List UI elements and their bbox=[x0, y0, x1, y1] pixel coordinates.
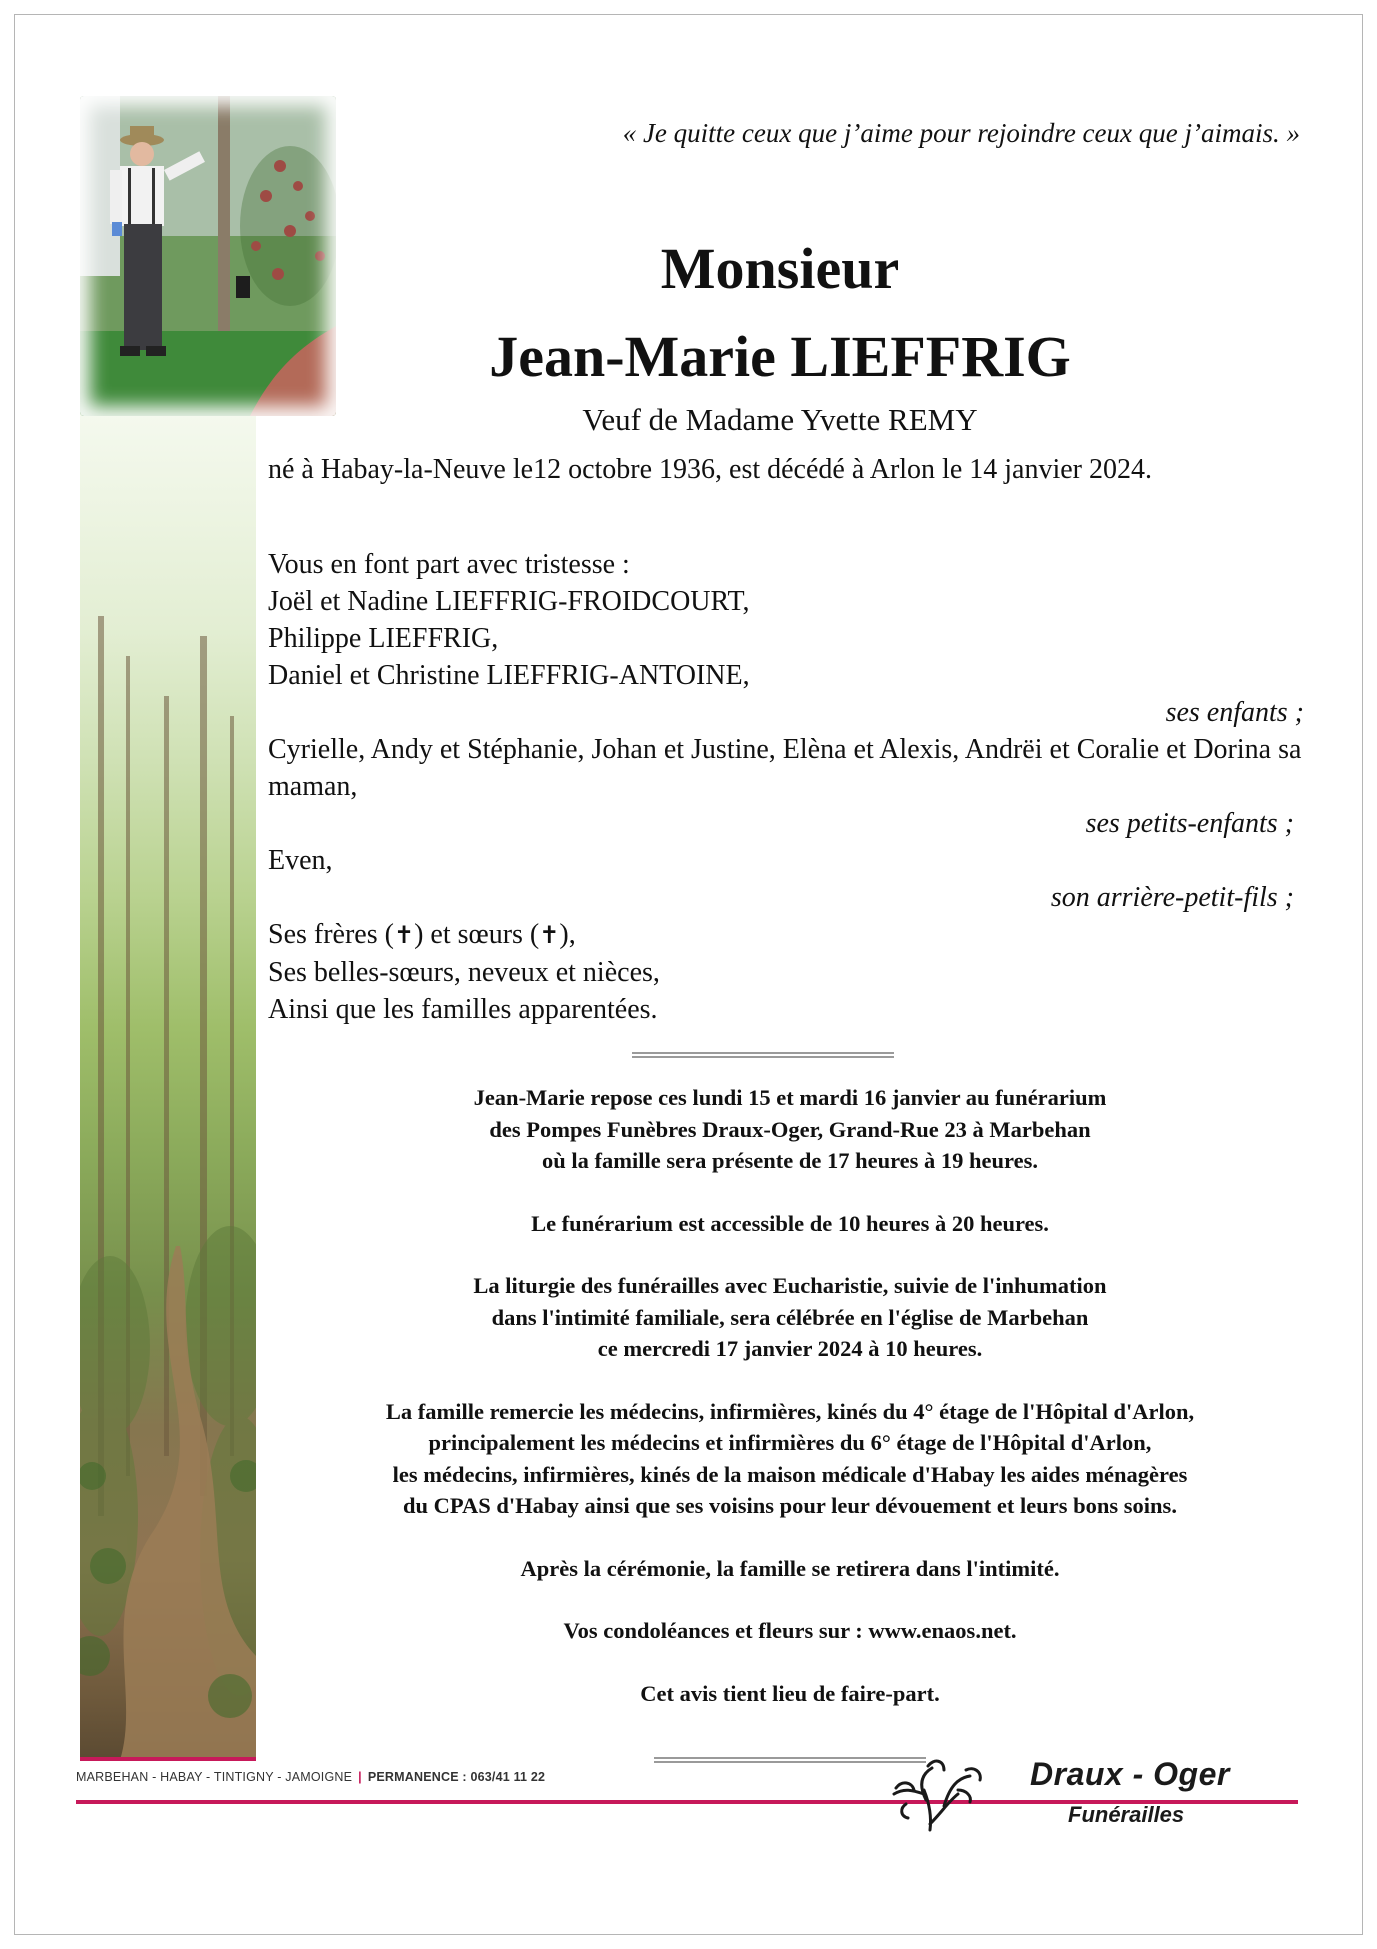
brand-subtitle: Funérailles bbox=[1068, 1802, 1185, 1827]
relatives-line: Ainsi que les familles apparentées. bbox=[268, 994, 658, 1024]
divider-top bbox=[632, 1052, 894, 1058]
accent-bar bbox=[80, 1757, 256, 1761]
portrait-photo bbox=[80, 96, 336, 416]
rest-line: des Pompes Funèbres Draux-Oger, Grand-Rue 23 à Marbehan bbox=[489, 1116, 1091, 1142]
siblings-line bbox=[268, 916, 1308, 954]
family-intro: Vous en font part avec tristesse : bbox=[268, 549, 630, 580]
family-child: Daniel et Christine LIEFFRIG-ANTOINE, bbox=[268, 660, 750, 691]
liturgy-paragraph bbox=[270, 1270, 1310, 1365]
family-child: Joël et Nadine LIEFFRIG-FROIDCOURT, bbox=[268, 586, 750, 617]
family-child: Philippe LIEFFRIG, bbox=[268, 623, 499, 654]
great-grandchild: Even, bbox=[268, 845, 333, 876]
siblings-text: ), bbox=[559, 919, 576, 950]
liturgy-line: La liturgie des funérailles avec Eucharistie, suivie de l'inhumation bbox=[473, 1273, 1107, 1298]
widow-line: Veuf de Madame Yvette REMY bbox=[582, 402, 978, 437]
siblings-text: Ses frères ( bbox=[268, 919, 394, 950]
thanks-paragraph bbox=[270, 1396, 1310, 1522]
family-announcement bbox=[268, 546, 1308, 1024]
ceremony-info bbox=[270, 1082, 1310, 1740]
grandchildren-role: ses petits-enfants ; bbox=[1085, 808, 1294, 839]
cross-icon: ✝ bbox=[539, 921, 560, 949]
liturgy-line: ce mercredi 17 janvier 2024 à 10 heures. bbox=[597, 1336, 983, 1361]
footer-locations: MARBEHAN - HABAY - TINTIGNY - JAMOIGNE bbox=[76, 1770, 353, 1784]
thanks-line: La famille remercie les médecins, infirmières, kinés du 4° étage de l'Hôpital d'Arlon, bbox=[385, 1398, 1195, 1424]
footer-permanence: PERMANENCE : 063/41 11 22 bbox=[367, 1770, 546, 1784]
tree-logo-icon bbox=[886, 1754, 992, 1834]
footer-separator: | bbox=[358, 1770, 362, 1784]
after-paragraph: Après la cérémonie, la famille se retirera dans l'intimité. bbox=[520, 1555, 1060, 1581]
access-paragraph: Le funérarium est accessible de 10 heures à 20 heures. bbox=[531, 1210, 1049, 1236]
notice-paragraph: Cet avis tient lieu de faire-part. bbox=[640, 1680, 940, 1706]
quote: « Je quitte ceux que j’aime pour rejoindre ceux que j’aimais. » bbox=[622, 118, 1300, 148]
grandchildren-list: Cyrielle, Andy et Stéphanie, Johan et Justine, Elèna et Alexis, Andrëi et Coralie et Dorina sa maman, bbox=[268, 734, 1302, 802]
thanks-line: les médecins, infirmières, kinés de la maison médicale d'Habay les aides ménagères bbox=[392, 1461, 1188, 1487]
children-role: ses enfants ; bbox=[1165, 697, 1304, 728]
rest-paragraph bbox=[270, 1082, 1310, 1177]
in-laws-line: Ses belles-sœurs, neveux et nièces, bbox=[268, 957, 660, 988]
brand-name: Draux - Oger bbox=[1030, 1756, 1230, 1792]
thanks-line: principalement les médecins et infirmières du 6° étage de l'Hôpital d'Arlon, bbox=[428, 1430, 1152, 1455]
rest-line: où la famille sera présente de 17 heures à 19 heures. bbox=[542, 1148, 1038, 1173]
cross-icon: ✝ bbox=[393, 921, 415, 949]
footer-contact bbox=[76, 1770, 545, 1784]
thanks-line: du CPAS d'Habay ainsi que ses voisins pour leur dévouement et leurs bons soins. bbox=[403, 1493, 1177, 1518]
deceased-name: Jean-Marie LIEFFRIG bbox=[489, 324, 1071, 389]
liturgy-line: dans l'intimité familiale, sera célébrée en l'église de Marbehan bbox=[491, 1304, 1089, 1330]
siblings-text: ) et sœurs ( bbox=[414, 919, 540, 950]
condolences-paragraph: Vos condoléances et fleurs sur : www.enaos.net. bbox=[563, 1618, 1017, 1643]
honorific-title: Monsieur bbox=[660, 236, 900, 301]
rest-line: Jean-Marie repose ces lundi 15 et mardi 16 janvier au funérarium bbox=[473, 1085, 1107, 1110]
great-grandchild-role: son arrière-petit-fils ; bbox=[1050, 882, 1294, 913]
birth-death-line: né à Habay-la-Neuve le12 octobre 1936, est décédé à Arlon le 14 janvier 2024. bbox=[268, 454, 1152, 485]
